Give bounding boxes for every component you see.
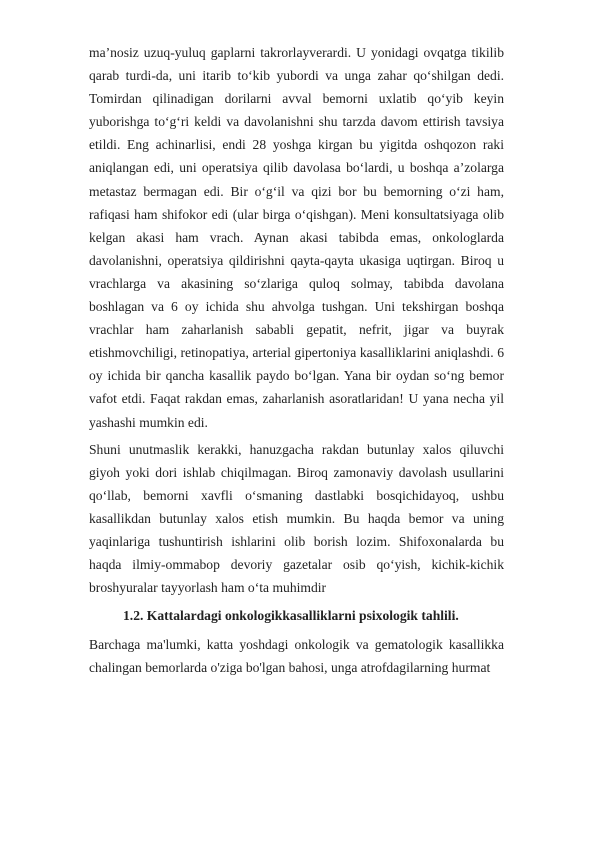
- body-paragraph-2: Shuni unutmaslik kerakki, hanuzgacha rakdan butunlay xalos qiluvchi giyoh yoki dori ishlab chiqilmagan. Biroq zamonaviy davolash usullarini qo‘llab, bemorni xavfli o‘smaning dastlabki bosqichidayoq, ushbu kasallikdan butunlay xalos etish mumkin. Bu haqda bemor va uning yaqinlariga tushuntirish ishlarini olib borish lozim. Shifoxonalarda bu haqda ilmiy-ommabop devoriy gazetalar osib qo‘yish, kichik-kichik broshyuralar tayyorlash ham o‘ta muhimdir: [89, 441, 504, 596]
- body-paragraph-3: Barchaga ma'lumki, katta yoshdagi onkologik va gematologik kasallikka chalingan bemorlarda o'ziga bo'lgan bahosi, unga atrofdagilarning hurmat: [89, 637, 504, 676]
- section-heading: 1.2. Kattalardagi onkologikkasalliklarni psixologik tahlili.: [123, 608, 459, 624]
- document-page: [89, 41, 504, 680]
- body-paragraph-1: ma’nosiz uzuq-yuluq gaplarni takrorlayverardi. U yonidagi ovqatga tikilib qarab turdi-da, uni itarib to‘kib yubordi va unga zahar qo‘shilgan dedi. Tomirdan qilinadigan dorilarni avval bemorni uxlatib qo‘yib keyin yuborishga to‘g‘ri keldi va davolanishni shu tarzda davom ettirish tavsiya etildi. Eng achinarlisi, endi 28 yoshga kirgan bu yigitda oshqozon raki aniqlangan edi, uni operatsiya qilib davolasa bo‘lardi, u boshqa a’zolarga metastaz bermagan edi. Bir o‘g‘il va qizi bor bu bemorning o‘zi ham, rafiqasi ham shifokor edi (ular birga o‘qishgan). Meni konsultatsiyaga olib kelgan akasi ham vrach. Aynan akasi tabibda emas, onkologlarda davolanishni, operatsiya qildirishni qayta-qayta ukasiga uqtirgan. Biroq u vrachlarga va akasining so‘zlariga quloq solmay, tabibda davolana boshlagan va 6 oy ichida shu ahvolga tushgan. Uni tekshirgan boshqa vrachlar ham zaharlanish sababli gepatit, nefrit, jigar va buyrak etishmovchiligi, retinopatiya, arterial gipertoniya kasalliklarini aniqlashdi. 6 oy ichida bir qancha kasallik paydo bo‘lgan. Yana bir oydan so‘ng bemor vafot etdi. Faqat rakdan emas, zaharlanish asoratlaridan! U yana necha yil yashashi mumkin edi.: [89, 45, 504, 430]
